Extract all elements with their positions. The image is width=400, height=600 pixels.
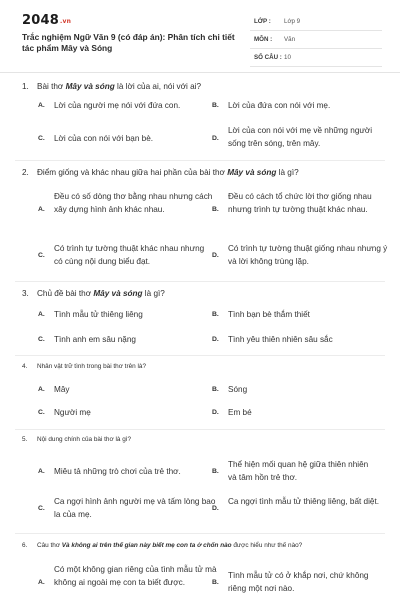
site-logo[interactable] xyxy=(22,13,71,28)
question-number: 3. xyxy=(22,289,29,298)
option-letter: A. xyxy=(38,206,45,213)
question-text-part: Nhân vật trữ tình trong bài thơ trên là? xyxy=(37,363,147,370)
option-letter: A. xyxy=(38,579,45,586)
question-text-part: Điểm giống và khác nhau giữa hai phần của bài thơ xyxy=(37,168,228,177)
meta-row-class xyxy=(250,13,382,31)
document-title: Trắc nghiệm Ngữ Văn 9 (có đáp án): Phân tích chi tiết tác phẩm Mây và Sóng xyxy=(22,32,235,53)
option-letter: C. xyxy=(38,505,45,512)
option-text: Người mẹ xyxy=(54,408,91,417)
option-letter: A. xyxy=(38,102,45,109)
meta-label: LỚP : xyxy=(254,18,271,25)
question-text xyxy=(22,82,382,91)
divider xyxy=(15,355,385,356)
question-text-emphasis: Và không ai trên thế gian này biết mẹ con ta ở chốn nào xyxy=(61,542,232,549)
option-text: Ca ngợi hình ảnh người mẹ và tấm lòng bao la của mẹ. xyxy=(54,497,216,519)
question-number: 2. xyxy=(22,168,29,177)
option-text: Có trình tự tường thuật giống nhau nhưng ý và lời không trùng lặp. xyxy=(228,244,388,266)
option-text: Ca ngợi tình mẫu tử thiêng liêng, bất diệt. xyxy=(228,497,380,506)
question-text-part: là gì? xyxy=(276,168,299,177)
option-text: Đều có cách tổ chức lời thơ giống nhau nhưng trình tự tường thuật khác nhau. xyxy=(228,192,372,214)
option-letter: C. xyxy=(38,135,45,142)
question-text-part: được hiểu như thế nào? xyxy=(231,542,303,549)
meta-value: Lớp 9 xyxy=(284,18,301,25)
question-text xyxy=(22,289,382,298)
option-text: Lời của đứa con nói với mẹ. xyxy=(228,101,331,110)
question-text-emphasis: Mây và sóng xyxy=(65,82,115,91)
question-text-emphasis: Mây và sóng xyxy=(93,289,143,298)
question-text-part: Nội dung chính của bài thơ là gì? xyxy=(37,436,132,443)
option-text: Tình mẫu tử có ở khắp nơi, chứ không riêng một nơi nào. xyxy=(228,571,369,593)
option-text: Em bé xyxy=(228,408,252,417)
logo-text: 2048 xyxy=(22,13,59,28)
option-letter: A. xyxy=(38,386,45,393)
divider xyxy=(15,160,385,161)
logo-suffix: .vn xyxy=(59,18,72,25)
option-text: Sóng xyxy=(228,385,248,394)
divider xyxy=(15,533,385,534)
option-letter: B. xyxy=(212,206,219,213)
option-text: Tình bạn bè thắm thiết xyxy=(228,310,310,319)
question-number: 6. xyxy=(22,542,28,549)
meta-value: 10 xyxy=(284,54,291,61)
option-letter: B. xyxy=(212,468,219,475)
meta-label: SỐ CÂU : xyxy=(254,54,282,61)
option-text: Có một không gian riêng của tình mẫu tử mà không ai ngoài mẹ con ta biết được. xyxy=(54,565,217,587)
meta-info xyxy=(250,13,382,67)
option-letter: C. xyxy=(38,336,45,343)
option-letter: D. xyxy=(212,336,219,343)
option-letter: D. xyxy=(212,135,219,142)
question-text-part: Câu thơ xyxy=(37,542,62,549)
option-letter: B. xyxy=(212,102,219,109)
option-letter: D. xyxy=(212,409,219,416)
meta-row-subject xyxy=(250,31,382,49)
option-text: Lời của con nói với mẹ về những người sống trên sóng, trên mây. xyxy=(228,126,373,148)
option-text: Đều có số dòng thơ bằng nhau nhưng cách xây dựng hình ảnh khác nhau. xyxy=(54,192,213,214)
page-header xyxy=(0,0,400,73)
question-text xyxy=(22,363,382,370)
meta-label: MÔN : xyxy=(254,36,273,43)
question-number: 1. xyxy=(22,82,29,91)
option-letter: D. xyxy=(212,505,219,512)
option-text: Tình mẫu tử thiêng liêng xyxy=(54,310,143,319)
meta-value: Văn xyxy=(284,36,296,43)
option-text: Mây xyxy=(54,385,70,394)
option-text: Có trình tự tường thuật khác nhau nhưng có cùng nội dung biểu đạt. xyxy=(54,244,205,266)
meta-row-count xyxy=(250,49,382,67)
question-number: 4. xyxy=(22,363,28,370)
question-text xyxy=(22,436,382,443)
option-letter: D. xyxy=(212,252,219,259)
question-text-part: là lời của ai, nói với ai? xyxy=(114,82,202,91)
option-letter: A. xyxy=(38,468,45,475)
divider xyxy=(15,429,385,430)
question-text-part: là gì? xyxy=(142,289,165,298)
question-text xyxy=(22,542,382,549)
divider xyxy=(15,281,385,282)
option-letter: B. xyxy=(212,386,219,393)
question-text xyxy=(22,168,382,177)
option-text: Thể hiện mối quan hệ giữa thiên nhiên và tâm hồn trẻ thơ. xyxy=(228,460,369,482)
question-number: 5. xyxy=(22,436,28,443)
option-letter: A. xyxy=(38,311,45,318)
option-letter: B. xyxy=(212,579,219,586)
option-text: Tình anh em sâu nặng xyxy=(54,335,136,344)
option-letter: B. xyxy=(212,311,219,318)
option-letter: C. xyxy=(38,409,45,416)
option-text: Lời của người mẹ nói với đứa con. xyxy=(54,101,181,110)
question-text-part: Chủ đề bài thơ xyxy=(37,289,94,298)
option-letter: C. xyxy=(38,252,45,259)
option-text: Miêu tả những trò chơi của trẻ thơ. xyxy=(54,467,181,476)
question-text-part: Bài thơ xyxy=(37,82,66,91)
option-text: Tình yêu thiên nhiên sâu sắc xyxy=(228,335,333,344)
question-text-emphasis: Mây và sóng xyxy=(227,168,277,177)
option-text: Lời của con nói với bạn bè. xyxy=(54,134,154,143)
